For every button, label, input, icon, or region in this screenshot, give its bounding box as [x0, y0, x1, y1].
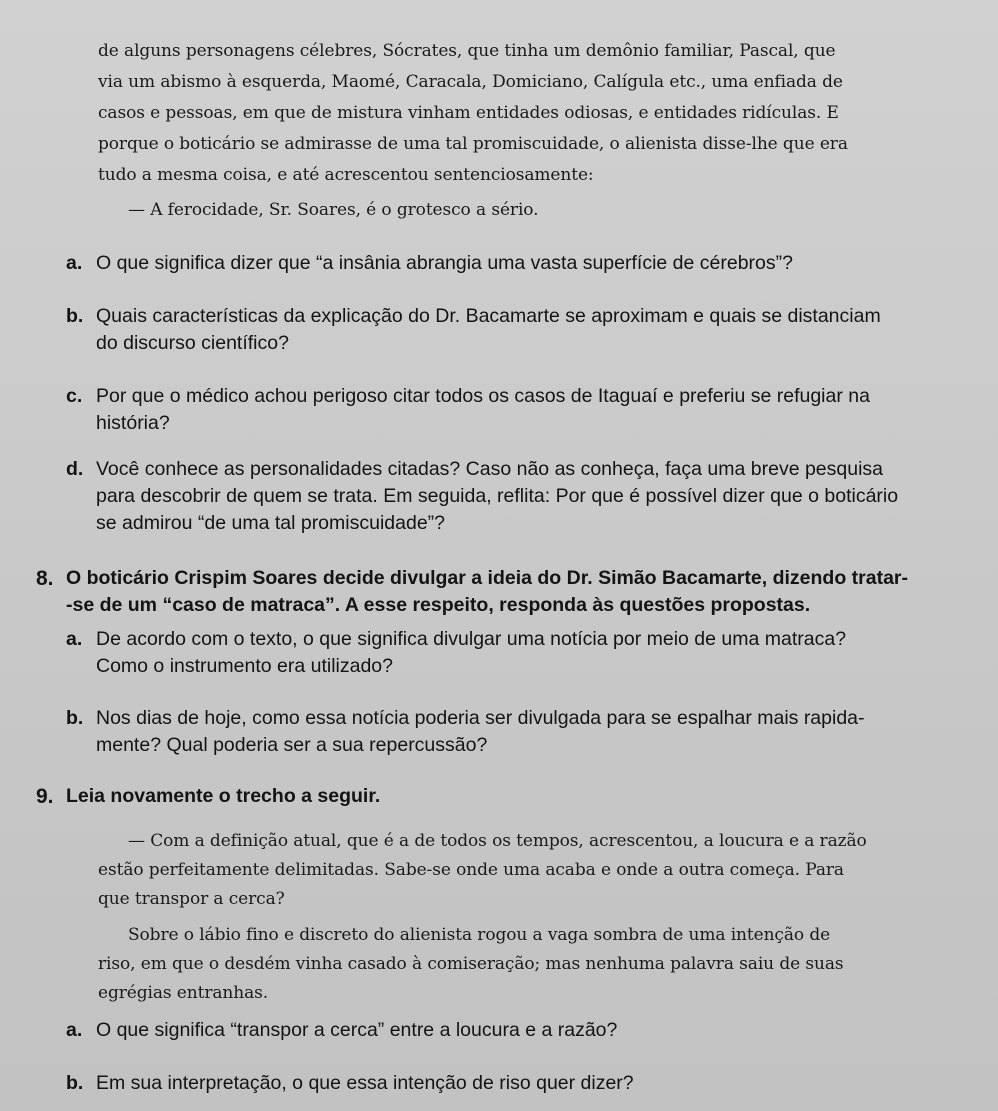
question-9-prompt — [66, 783, 976, 810]
passage-line: porque o boticário se admirasse de uma tal promiscuidade, o alienista disse-lhe que era — [98, 134, 848, 154]
question-7b — [96, 303, 976, 357]
excerpt-paragraph-1 — [98, 827, 978, 914]
question-line: do discurso científico? — [96, 332, 289, 354]
item-label-8a: a. — [66, 628, 83, 650]
item-label-9b: b. — [66, 1072, 84, 1094]
passage-quote-text: — A ferocidade, Sr. Soares, é o grotesco a sério. — [128, 200, 539, 220]
question-number-9: 9. — [36, 785, 54, 808]
question-line: O que significa dizer que “a insânia abrangia uma vasta superfície de cérebros”? — [96, 252, 793, 274]
question-line: se admirou “de uma tal promiscuidade”? — [96, 512, 446, 534]
question-line: para descobrir de quem se trata. Em seguida, reflita: Por que é possível dizer que o boticário — [96, 485, 899, 507]
question-7c — [96, 383, 976, 437]
question-line: Como o instrumento era utilizado? — [96, 655, 393, 677]
question-line: Em sua interpretação, o que essa intenção de riso quer dizer? — [96, 1072, 634, 1094]
item-label-7c: c. — [66, 385, 83, 407]
excerpt-paragraph-2 — [98, 921, 978, 1008]
excerpt-line: Sobre o lábio fino e discreto do alienista rogou a vaga sombra de uma intenção de — [128, 925, 831, 945]
item-label-8b: b. — [66, 707, 84, 729]
item-label-9a: a. — [66, 1019, 83, 1041]
question-line: O que significa “transpor a cerca” entre a loucura e a razão? — [96, 1019, 618, 1041]
question-line: Quais características da explicação do Dr. Bacamarte se aproximam e quais se distanciam — [96, 305, 881, 327]
question-line: O boticário Crispim Soares decide divulgar a ideia do Dr. Simão Bacamarte, dizendo tratar- — [66, 567, 908, 589]
question-line: Você conhece as personalidades citadas? Caso não as conheça, faça uma breve pesquisa — [96, 458, 884, 480]
excerpt-line: que transpor a cerca? — [98, 889, 285, 909]
item-label-7d: d. — [66, 458, 84, 480]
excerpt-line: egrégias entranhas. — [98, 983, 269, 1003]
question-line: mente? Qual poderia ser a sua repercussão? — [96, 734, 488, 756]
question-line: -se de um “caso de matraca”. A esse respeito, responda às questões propostas. — [66, 594, 811, 616]
excerpt-line: estão perfeitamente delimitadas. Sabe-se onde uma acaba e onde a outra começa. Para — [98, 860, 844, 880]
question-line: Nos dias de hoje, como essa notícia poderia ser divulgada para se espalhar mais rapida- — [96, 707, 865, 729]
passage-quote — [128, 195, 978, 226]
passage-line: de alguns personagens célebres, Sócrates, que tinha um demônio familiar, Pascal, que — [98, 41, 836, 61]
question-8b — [96, 705, 976, 759]
passage-line: via um abismo à esquerda, Maomé, Caracala, Domiciano, Calígula etc., uma enfiada de — [98, 72, 843, 92]
question-7d — [96, 456, 976, 537]
question-8-prompt — [66, 565, 976, 619]
question-number-8: 8. — [36, 567, 54, 590]
item-label-7a: a. — [66, 252, 83, 274]
question-8a — [96, 626, 976, 680]
question-line: história? — [96, 412, 170, 434]
question-line: De acordo com o texto, o que significa divulgar uma notícia por meio de uma matraca? — [96, 628, 847, 650]
question-9b — [96, 1070, 976, 1097]
question-7a — [96, 250, 976, 277]
question-line: Leia novamente o trecho a seguir. — [66, 785, 381, 807]
question-9a — [96, 1017, 976, 1044]
item-label-7b: b. — [66, 305, 84, 327]
passage-intro — [98, 36, 978, 191]
passage-line: casos e pessoas, em que de mistura vinham entidades odiosas, e entidades ridículas. E — [98, 103, 839, 123]
excerpt-line: riso, em que o desdém vinha casado à comiseração; mas nenhuma palavra saiu de suas — [98, 954, 844, 974]
question-line: Por que o médico achou perigoso citar todos os casos de Itaguaí e preferiu se refugiar na — [96, 385, 870, 407]
passage-line: tudo a mesma coisa, e até acrescentou sentenciosamente: — [98, 165, 594, 185]
excerpt-line: — Com a definição atual, que é a de todos os tempos, acrescentou, a loucura e a razão — [128, 831, 867, 851]
